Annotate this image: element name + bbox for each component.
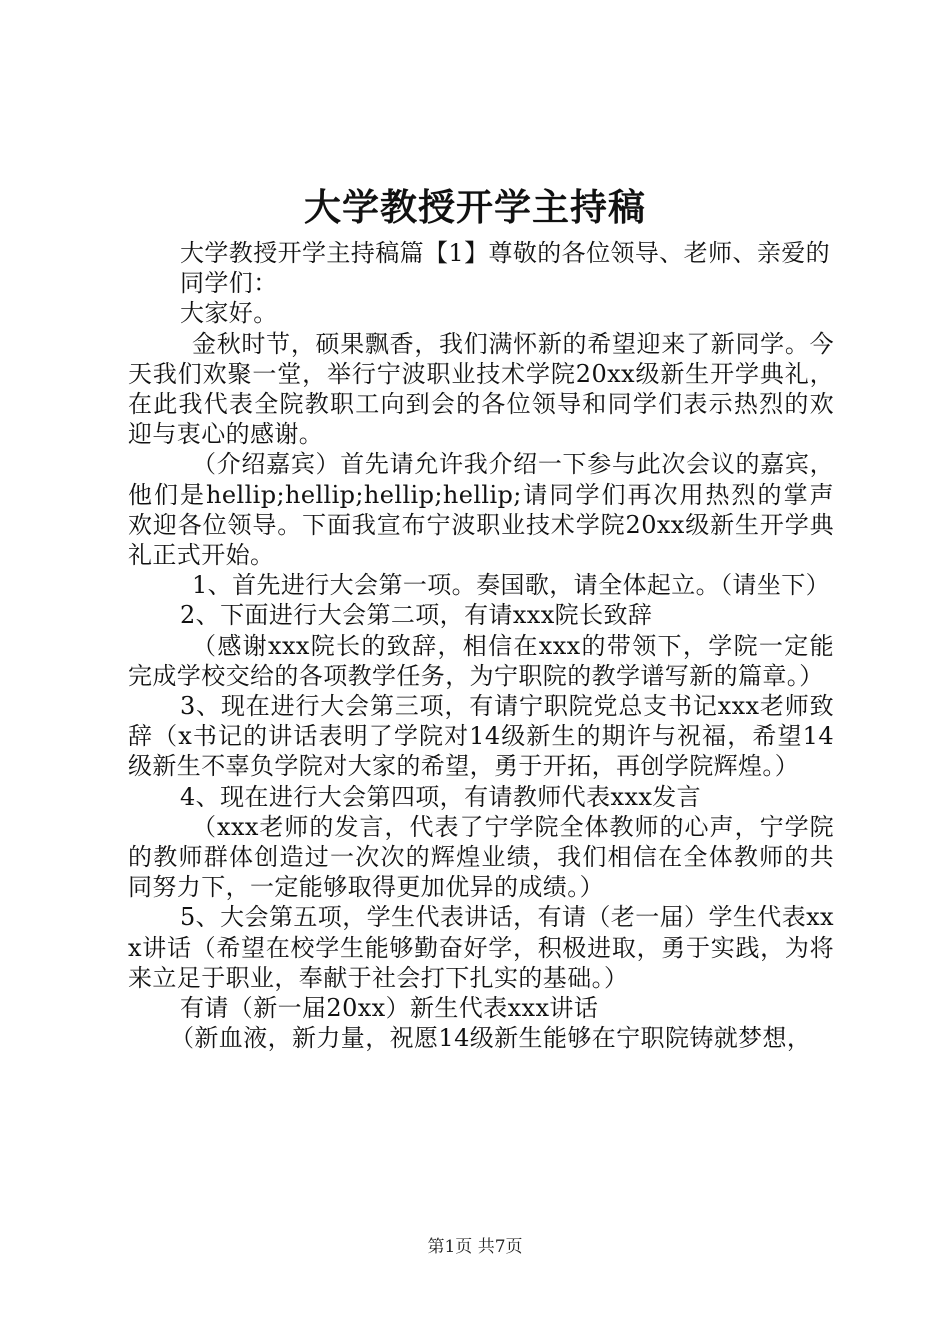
page-footer: 第1页 共7页 [427,1237,523,1257]
paragraph-welcome: 金秋时节，硕果飘香，我们满怀新的希望迎来了新同学。今天我们欢聚一堂，举行宁波职业技术学院20xx级新生开学典礼，在此我代表全院教职工向到会的各位领导和同学们表示热烈的欢迎与衷心的感谢。 [128,329,834,449]
paragraph-item-5: 5、大会第五项，学生代表讲话，有请（老一届）学生代表xxx讲话（希望在校学生能够勤奋好学，积极进取，勇于实践，为将来立足于职业，奉献于社会打下扎实的基础。） [128,903,834,992]
paragraph-item-1: 1、首先进行大会第一项。奏国歌，请全体起立。（请坐下） [192,571,831,600]
paragraph-item-3: 3、现在进行大会第三项，有请宁职院党总支书记xxx老师致辞（x书记的讲话表明了学院对14级新生的期许与祝福，希望14级新生不辜负学院对大家的希望，勇于开拓，再创学院辉煌。） [128,692,834,781]
paragraph-greeting: 大学教授开学主持稿篇【1】尊敬的各位领导、老师、亲爱的 [180,239,831,267]
paragraph-classmates: 同学们： [180,269,278,298]
paragraph-item-2: 2、下面进行大会第二项，有请xxx院长致辞 [180,601,653,630]
paragraph-item-4: 4、现在进行大会第四项，有请教师代表xxx发言 [180,782,702,811]
paragraph-guests: （介绍嘉宾）首先请允许我介绍一下参与此次会议的嘉宾，他们是hellip;hellip;hellip;hellip;请同学们再次用热烈的掌声欢迎各位领导。下面我宣布宁波职业技术学院20xx级新生开学典礼正式开始。 [128,450,834,570]
paragraph-item-2-note: （感谢xxx院长的致辞，相信在xxx的带领下，学院一定能完成学校交给的各项教学任务，为宁职院的教学谱写新的篇章。） [128,631,834,690]
paragraph-new-student: 有请（新一届20xx）新生代表xxx讲话 [180,994,599,1023]
paragraph-item-4-note: （xxx老师的发言，代表了宁学院全体教师的心声，宁学院的教师群体创造过一次次的辉煌业绩，我们相信在全体教师的共同努力下，一定能够取得更加优异的成绩。） [128,812,834,902]
paragraph-new-student-note: （新血液，新力量，祝愿14级新生能够在宁职院铸就梦想， [170,1024,812,1053]
paragraph-hello: 大家好。 [180,299,278,328]
document-title: 大学教授开学主持稿 [304,185,646,229]
document-body [128,238,834,1053]
